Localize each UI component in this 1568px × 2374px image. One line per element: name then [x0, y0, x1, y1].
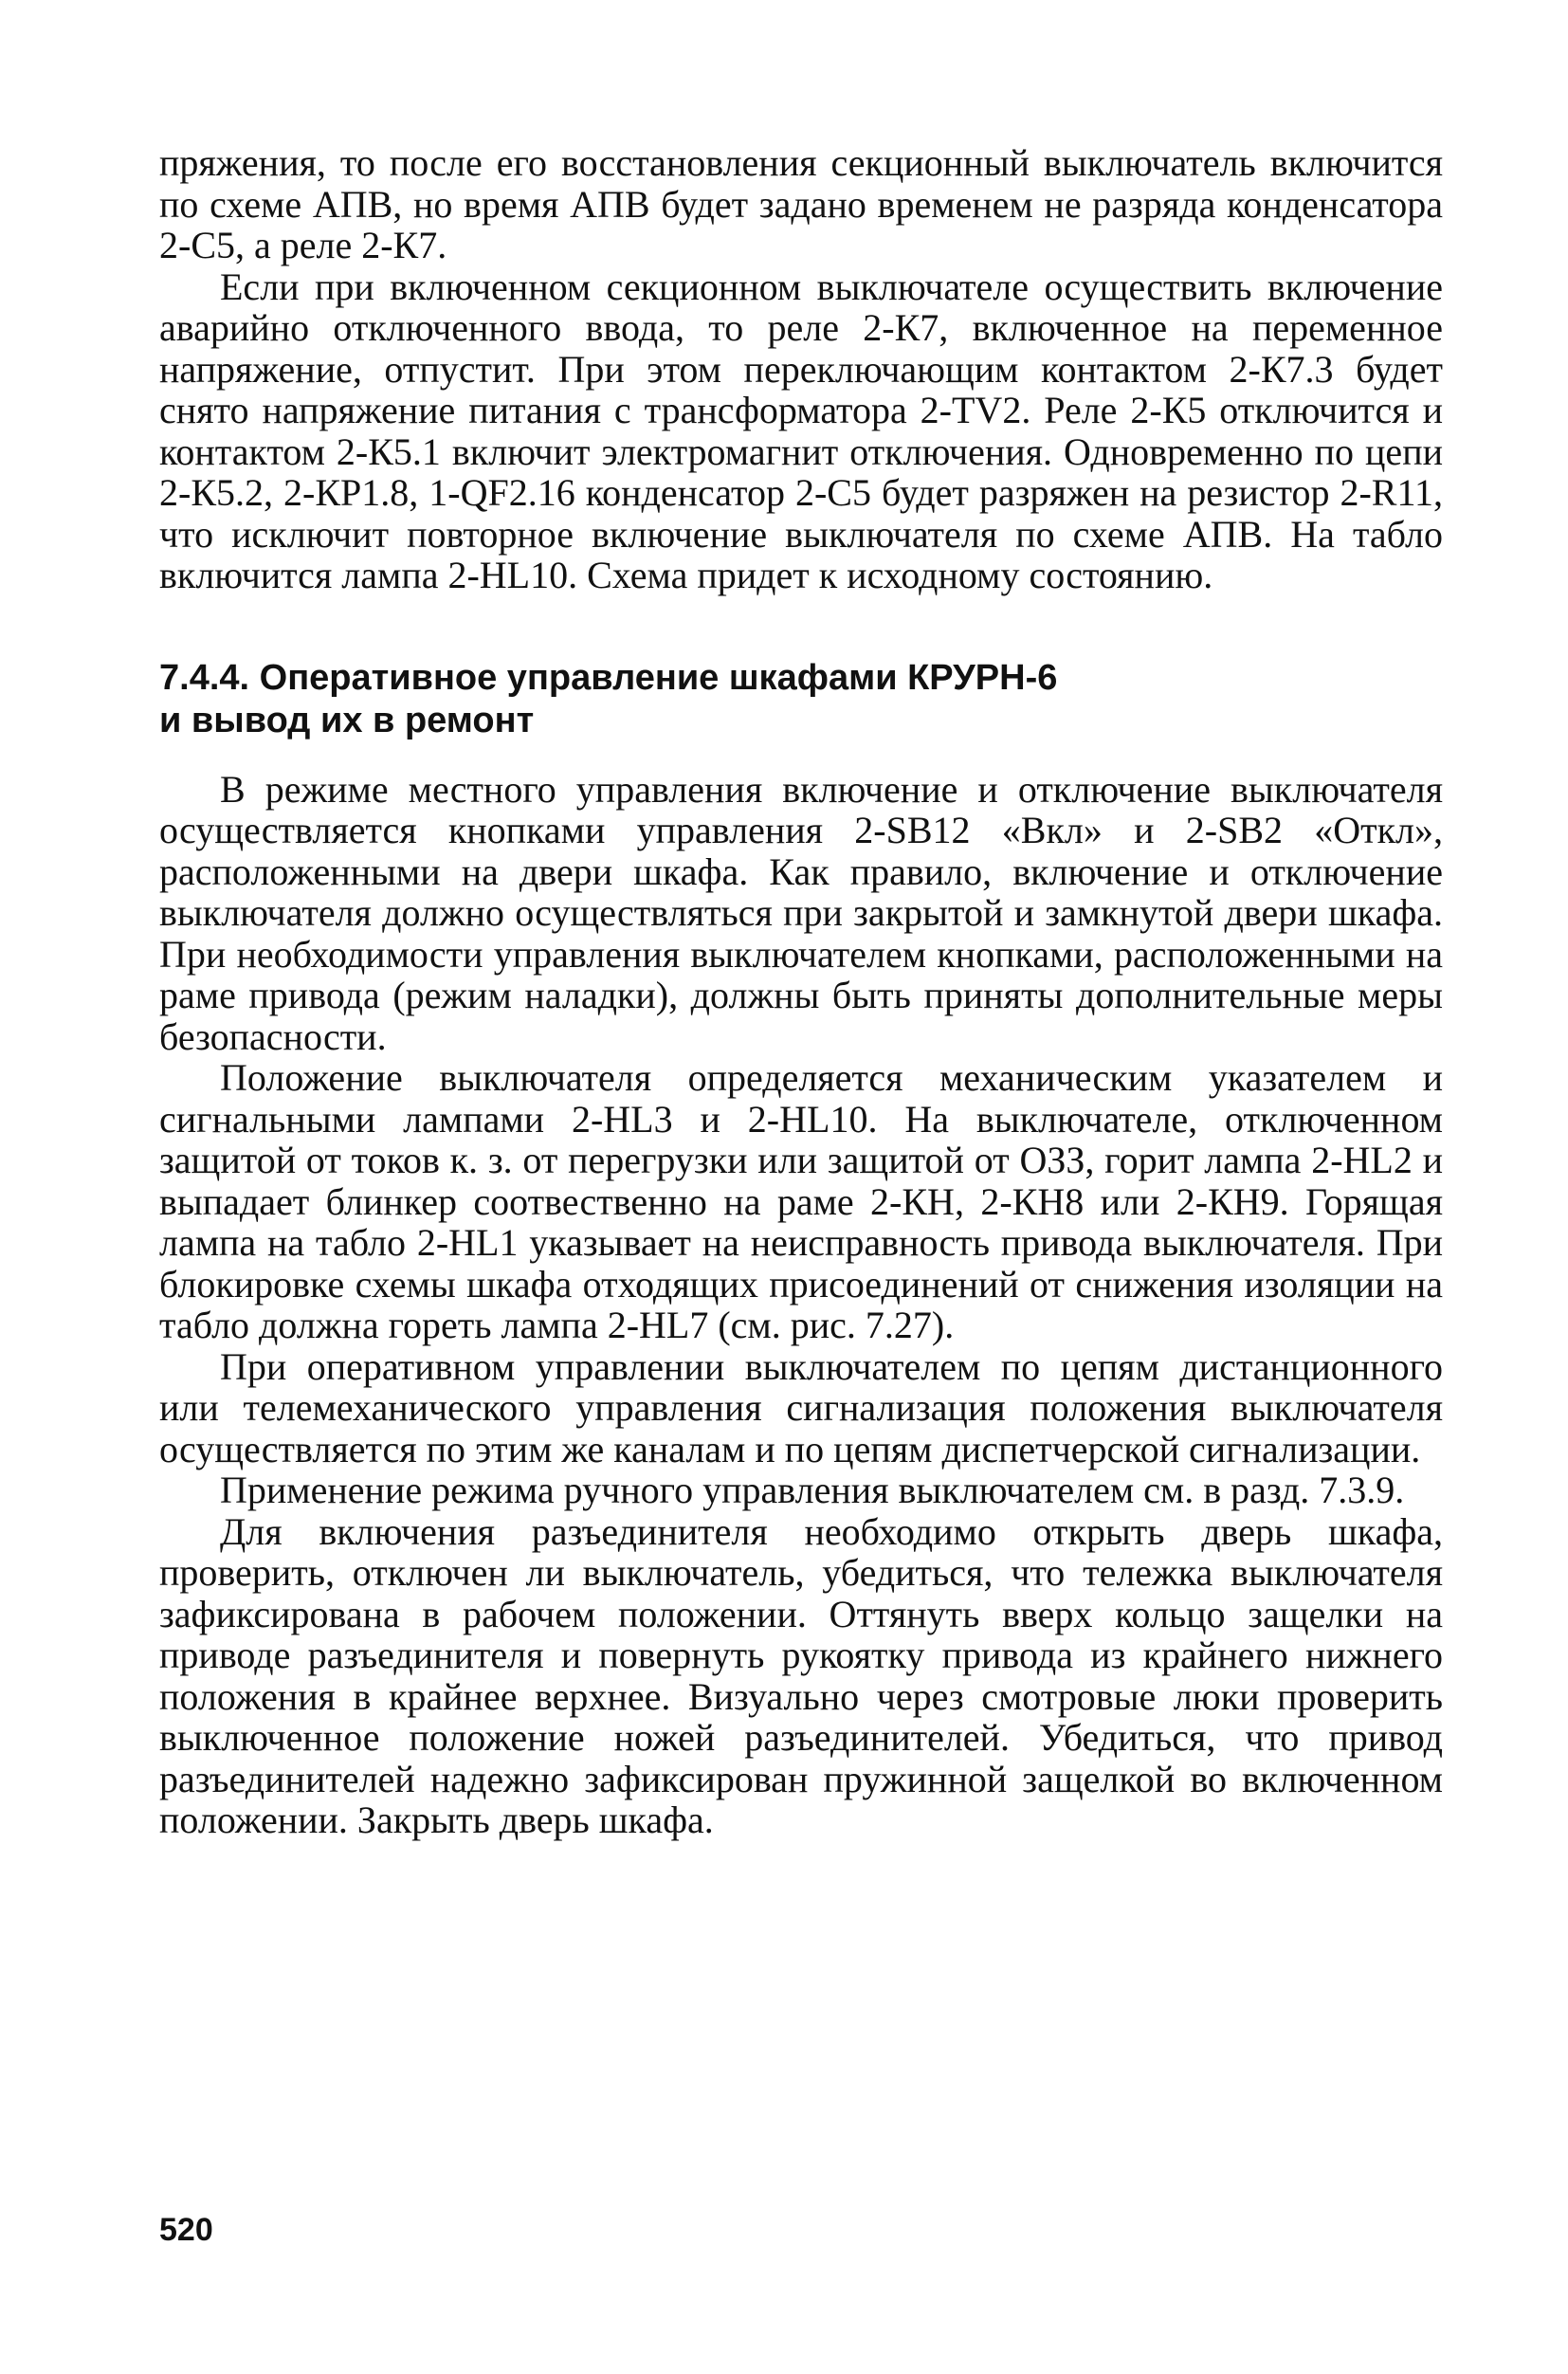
section-heading [159, 657, 1443, 742]
continuation-paragraph: пряжения, то после его восстановления секционный выключатель включится по схеме АПВ, но время АПВ будет задано временем не разряда конденсатора 2-С5, а реле 2-К7. [159, 141, 1443, 266]
paragraph-local-control: В режиме местного управления включение и отключение выключателя осуществляется кнопками управления 2-SB12 «Вкл» и 2-SB2 «Откл», расположенными на двери шкафа. Как правило, включение и отключение выключателя должно осуществляться при закрытой и замкнутой двери шкафа. При необходимости управления выключателем кнопками, расположенными на раме привода (режим наладки), должны быть приняты дополнительные меры безопасности. [159, 767, 1443, 1058]
paragraph-breaker-position: Положение выключателя определяется механическим указателем и сигнальными лампами 2-HL3 и 2-HL10. На выключателе, отключенном защитой от токов к. з. от перегрузки или защитой от ОЗЗ, горит лампа 2-HL2 и выпадает блинкер соотвественно на раме 2-КН, 2-КН8 или 2-КН9. Горящая лампа на табло 2-HL1 указывает на неисправность привода выключателя. При блокировке схемы шкафа отходящих присоединений от снижения изоляции на табло должна гореть лампа 2-HL7 (см. рис. 7.27). [159, 1056, 1443, 1346]
section-heading-line-2: и вывод их в ремонт [159, 700, 535, 740]
paragraph-disconnector-procedure: Для включения разъединителя необходимо открыть дверь шкафа, проверить, отключен ли выключатель, убедиться, что тележка выключателя зафиксирована в рабочем положении. Оттянуть вверх кольцо защелки на приводе разъединителя и повернуть рукоятку привода из крайнего нижнего положения в крайнее верхнее. Визуально через смотровые люки проверить выключенное положение ножей разъединителей. Убедиться, что привод разъединителей надежно зафиксирован пружинной защелкой во включенном положении. Закрыть дверь шкафа. [159, 1509, 1443, 1841]
paragraph-manual-mode: Применение режима ручного управления выключателем см. в разд. 7.3.9. [220, 1469, 1405, 1511]
page-number: 520 [159, 2212, 213, 2248]
paragraph-reclosing-reset: Если при включенном секционном выключателе осуществить включение аварийно отключенного ввода, то реле 2-К7, включенное на переменное напряжение, отпустит. При этом переключающим контактом 2-К7.3 будет снято напряжение питания с трансформатора 2-TV2. Реле 2-К5 отключится и контактом 2-К5.1 включит электромагнит отключения. Одновременно по цепи 2-К5.2, 2-КР1.8, 1-QF2.16 конденсатор 2-С5 будет разряжен на резистор 2-R11, что исключит повторное включение выключателя по схеме АПВ. На табло включится лампа 2-HL10. Схема придет к исходному состоянию. [159, 265, 1443, 596]
paragraph-remote-control: При оперативном управлении выключателем по цепям дистанционного или телемеханического управления сигнализация положения выключателя осуществляется по этим же каналам и по цепям диспетчерской сигнализации. [159, 1344, 1443, 1470]
section-heading-line-1: 7.4.4. Оперативное управление шкафами КРУРН-6 [159, 657, 1058, 698]
page-body [159, 142, 1443, 1841]
